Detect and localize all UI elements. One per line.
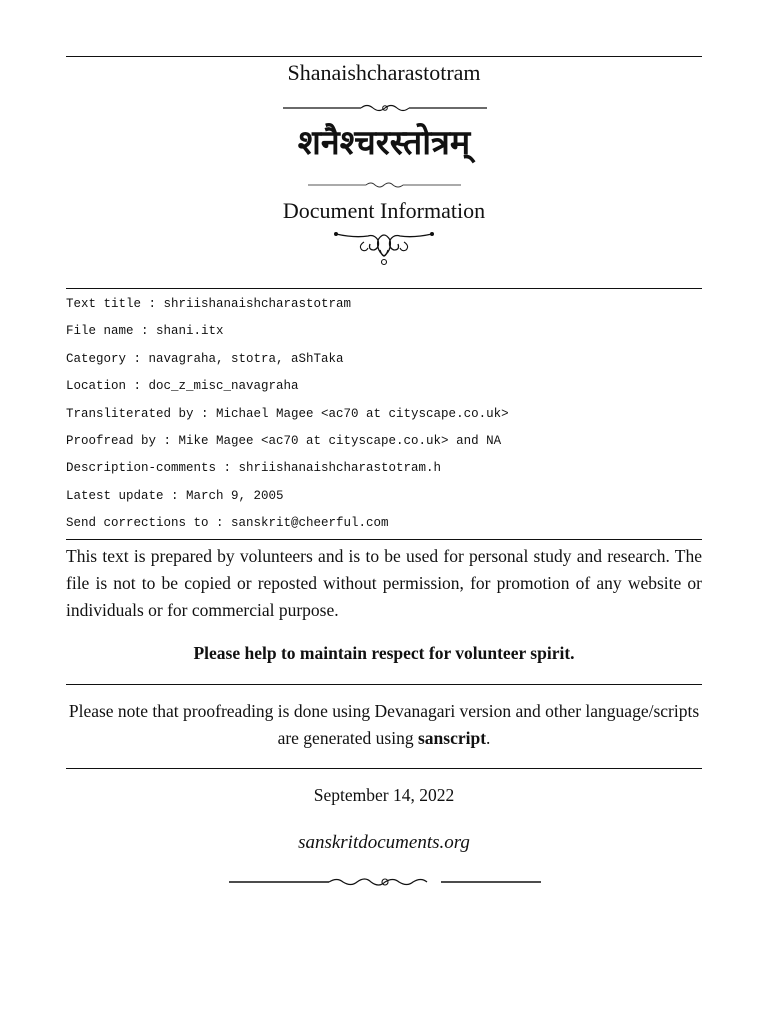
flourish-divider-icon: [283, 100, 487, 116]
page-title: Shanaishcharastotram: [287, 60, 481, 85]
metadata-proofread-by: Proofread by : Mike Magee <ac70 at cityscape.co.uk> and NA: [66, 434, 502, 448]
metadata-top-rule: [66, 288, 702, 289]
metadata-send-corrections: Send corrections to : sanskrit@cheerful.com: [66, 516, 389, 530]
top-rule: [66, 56, 702, 57]
metadata-file-name: File name : shani.itx: [66, 324, 224, 338]
metadata-transliterated-by: Transliterated by : Michael Magee <ac70 at cityscape.co.uk>: [66, 407, 509, 421]
note-bottom-rule: [66, 768, 702, 769]
proofreading-note: [66, 698, 702, 752]
scroll-ornament-icon: [334, 228, 434, 268]
footer-site: sanskritdocuments.org: [298, 832, 470, 853]
metadata-latest-update: Latest update : March 9, 2005: [66, 489, 284, 503]
proofreading-note-text: Please note that proofreading is done using Devanagari version and other language/scripts are generated using: [68, 701, 700, 748]
section-title: Document Information: [282, 198, 486, 223]
notice-paragraph: This text is prepared by volunteers and is to be used for personal study and research. The file is not to be copied or reposted without permission, for promotion of any website or individuals or for commercial purpose.: [66, 546, 702, 620]
volunteer-appeal: Please help to maintain respect for volunteer spirit.: [193, 643, 575, 663]
metadata-bottom-rule: [66, 539, 702, 540]
devanagari-title: शनैश्चरस्तोत्रम्: [297, 123, 471, 163]
small-flourish-divider-icon: [308, 179, 461, 191]
sanscript-term: sanscript: [417, 728, 487, 748]
footer-date: September 14, 2022: [313, 785, 455, 805]
bottom-flourish-divider-icon: [229, 874, 541, 890]
metadata-text-title: Text title : shriishanaishcharastotram: [66, 297, 352, 311]
metadata-category: Category : navagraha, stotra, aShTaka: [66, 352, 344, 366]
proofreading-note-period: .: [486, 728, 491, 748]
notice-bottom-rule: [66, 684, 702, 685]
metadata-location: Location : doc_z_misc_navagraha: [66, 379, 299, 393]
metadata-description-comments: Description-comments : shriishanaishcharastotram.h: [66, 461, 442, 475]
